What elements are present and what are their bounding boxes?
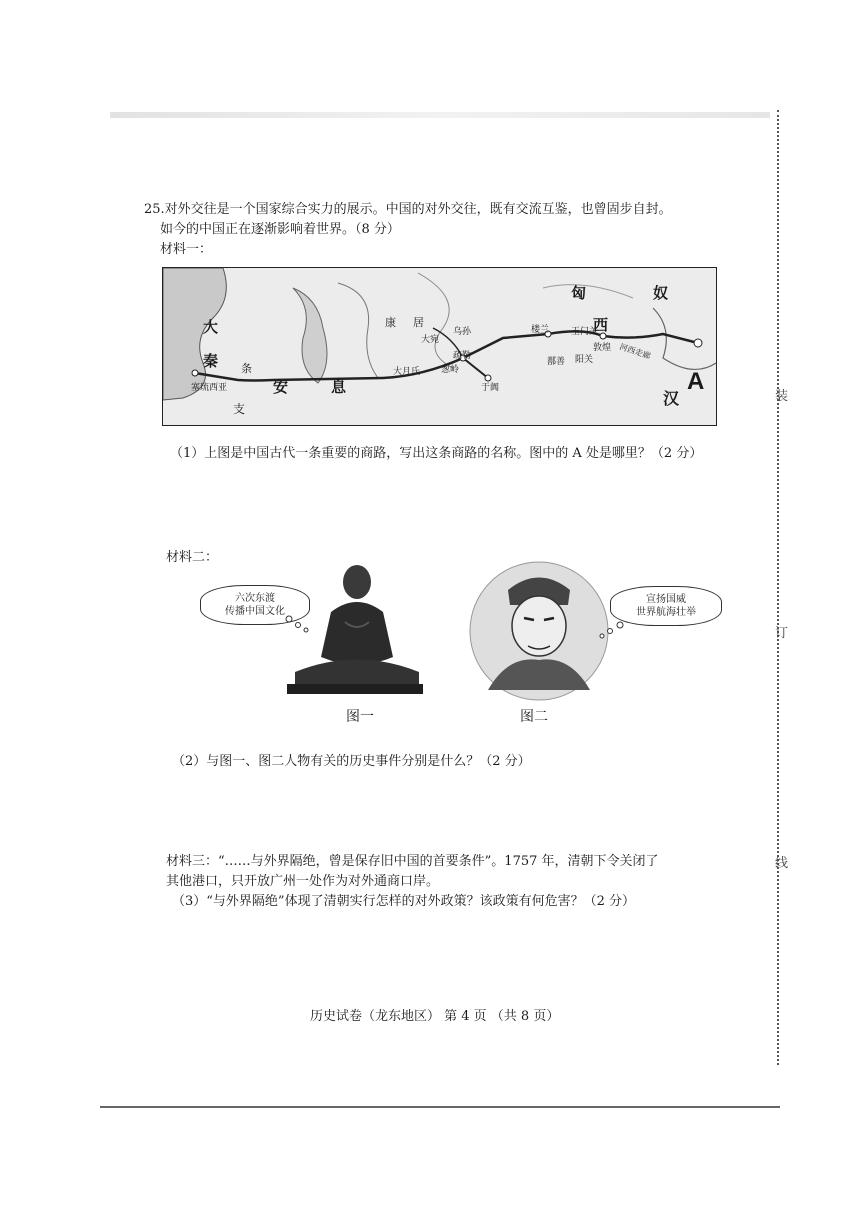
map-label-xiongnu-1: 匈 <box>571 284 587 302</box>
map-label-saileixiya: 塞琉西亚 <box>191 383 228 393</box>
silk-road-map <box>162 267 717 426</box>
map-label-congling: 葱岭 <box>441 365 460 375</box>
map-label-xi: 息 <box>331 378 347 396</box>
map-label-shule: 疏勒 <box>453 351 472 361</box>
binding-mark-xian: 线 <box>775 856 789 871</box>
figure-1-label: 图一 <box>346 709 374 725</box>
map-label-ju: 居 <box>413 316 424 329</box>
question-25-line1: 25.对外交往是一个国家综合实力的展示。中国的对外交往，既有交流互鉴，也曾固步自封。 <box>144 202 672 217</box>
map-label-yangguan: 阳关 <box>575 355 594 365</box>
material-2-label: 材料二： <box>166 550 219 565</box>
map-label-dunhuang: 敦煌 <box>593 343 612 353</box>
sub-question-2: （2）与图一、图二人物有关的历史事件分别是什么？（2 分） <box>172 754 531 769</box>
map-label-kang: 康 <box>385 316 396 329</box>
map-label-qin: 秦 <box>203 352 219 370</box>
map-label-yutian: 于阗 <box>481 383 500 393</box>
map-label-han: 汉 <box>663 389 680 408</box>
map-label-hexizoulang: 河西走廊 <box>618 342 652 361</box>
map-label-shanshan: 鄯善 <box>547 357 566 367</box>
map-label-da: 大 <box>203 318 219 336</box>
map-label-dayuan: 大宛 <box>421 335 440 345</box>
bubble-2-line1: 宣扬国威 <box>646 594 686 605</box>
map-label-tiao: 条 <box>241 362 252 375</box>
material-3-line2: 其他港口，只开放广州一处作为对外通商口岸。 <box>166 874 440 889</box>
page-footer: 历史试卷（龙东地区） 第 4 页 （共 8 页） <box>310 1009 560 1024</box>
monk-statue-image <box>285 562 425 694</box>
map-label-dayuezhi: 大月氏 <box>393 367 421 377</box>
figure-2-label: 图二 <box>520 709 548 725</box>
map-label-wusun: 乌孙 <box>453 327 472 337</box>
map-label-point-a: A <box>687 368 705 395</box>
material-1-label: 材料一： <box>160 242 213 257</box>
bubble-2-dots <box>596 620 626 640</box>
sub-question-3: （3）“与外界隔绝”体现了清朝实行怎样的对外政策？该政策有何危害？（2 分） <box>172 894 635 909</box>
binding-mark-ding: 订 <box>775 626 789 641</box>
map-label-an: 安 <box>273 378 289 396</box>
question-25-line2: 如今的中国正在逐渐影响着世界。（8 分） <box>160 222 400 237</box>
bubble-2-line2: 世界航海壮举 <box>636 607 696 618</box>
map-label-xiongnu-2: 奴 <box>653 284 669 302</box>
scan-smudge <box>110 112 770 118</box>
map-label-loulan: 楼兰 <box>531 325 550 335</box>
map-label-xi-region: 西 <box>593 316 609 334</box>
bubble-1-line2: 传播中国文化 <box>225 606 285 617</box>
bottom-rule <box>100 1106 780 1108</box>
thought-bubble-2 <box>610 586 722 626</box>
binding-dotted-line <box>777 110 779 1065</box>
sub-question-1: （1）上图是中国古代一条重要的商路，写出这条商路的名称。图中的 A 处是哪里？（2 分） <box>170 446 703 461</box>
map-label-yumenguan: 玉门关 <box>571 327 599 337</box>
bubble-1-line1: 六次东渡 <box>235 593 275 604</box>
map-label-zhi: 支 <box>233 402 246 416</box>
material-3-line1: 材料三：“……与外界隔绝，曾是保存旧中国的首要条件”。1757 年，清朝下令关闭了 <box>166 854 659 869</box>
binding-mark-zhuang: 装 <box>775 389 789 404</box>
navigator-portrait-image <box>468 560 610 702</box>
